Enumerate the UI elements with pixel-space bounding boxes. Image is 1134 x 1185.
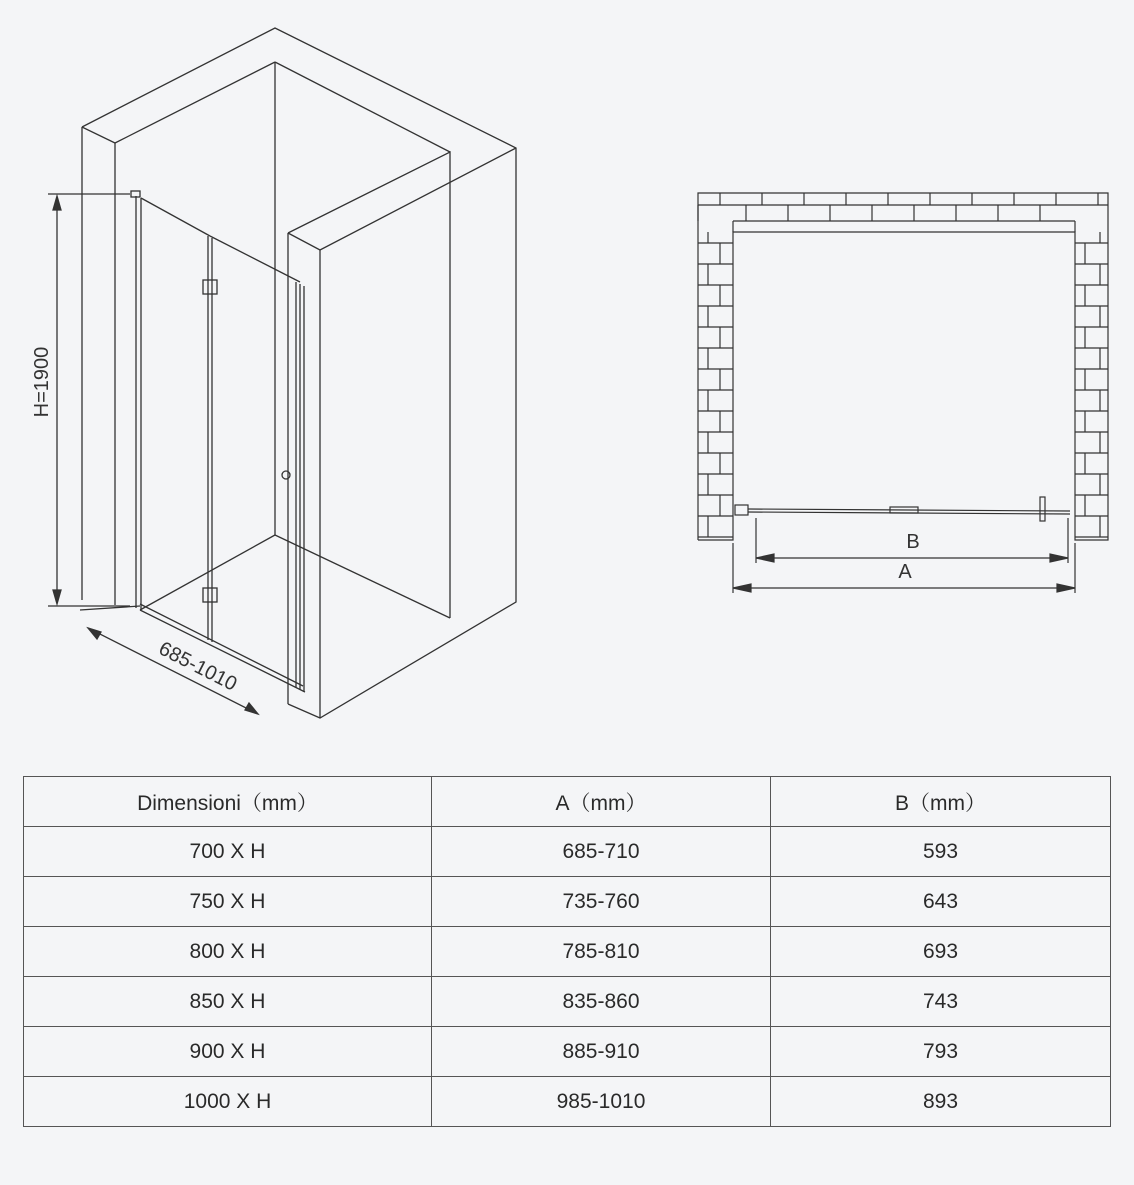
table-header-row <box>24 777 1111 827</box>
cell-dimensioni: 850 X H <box>24 977 432 1027</box>
back-wall <box>82 28 516 718</box>
label-a: A <box>898 561 912 583</box>
isometric-shower-diagram <box>0 0 560 740</box>
width-label: 685-1010 <box>155 637 241 696</box>
cell-b: 893 <box>771 1077 1111 1127</box>
table-row <box>24 977 1111 1027</box>
table-row <box>24 927 1111 977</box>
cell-a: 685-710 <box>432 827 771 877</box>
cell-dimensioni: 800 X H <box>24 927 432 977</box>
table-row <box>24 1077 1111 1127</box>
header-dimensioni: Dimensioni（mm） <box>24 777 432 827</box>
cell-b: 743 <box>771 977 1111 1027</box>
shower-screen-plan <box>735 497 1070 521</box>
cell-b: 693 <box>771 927 1111 977</box>
cell-dimensioni: 1000 X H <box>24 1077 432 1127</box>
brick-wall <box>698 193 1108 540</box>
cell-a: 985-1010 <box>432 1077 771 1127</box>
cell-a: 735-760 <box>432 877 771 927</box>
cell-b: 793 <box>771 1027 1111 1077</box>
shower-door <box>131 191 304 692</box>
right-wall <box>288 148 516 718</box>
table-row <box>24 827 1111 877</box>
height-dimension <box>48 194 130 606</box>
header-b: B（mm） <box>771 777 1111 827</box>
cell-dimensioni: 700 X H <box>24 827 432 877</box>
cell-b: 593 <box>771 827 1111 877</box>
table-row <box>24 1027 1111 1077</box>
label-b: B <box>906 531 920 553</box>
cell-a: 885-910 <box>432 1027 771 1077</box>
dimensions-table <box>23 776 1111 1127</box>
cell-a: 835-860 <box>432 977 771 1027</box>
plan-view-diagram <box>690 185 1120 605</box>
cell-dimensioni: 900 X H <box>24 1027 432 1077</box>
cell-a: 785-810 <box>432 927 771 977</box>
cell-b: 643 <box>771 877 1111 927</box>
header-a: A（mm） <box>432 777 771 827</box>
table-row <box>24 877 1111 927</box>
cell-dimensioni: 750 X H <box>24 877 432 927</box>
height-label: H=1900 <box>31 346 53 418</box>
